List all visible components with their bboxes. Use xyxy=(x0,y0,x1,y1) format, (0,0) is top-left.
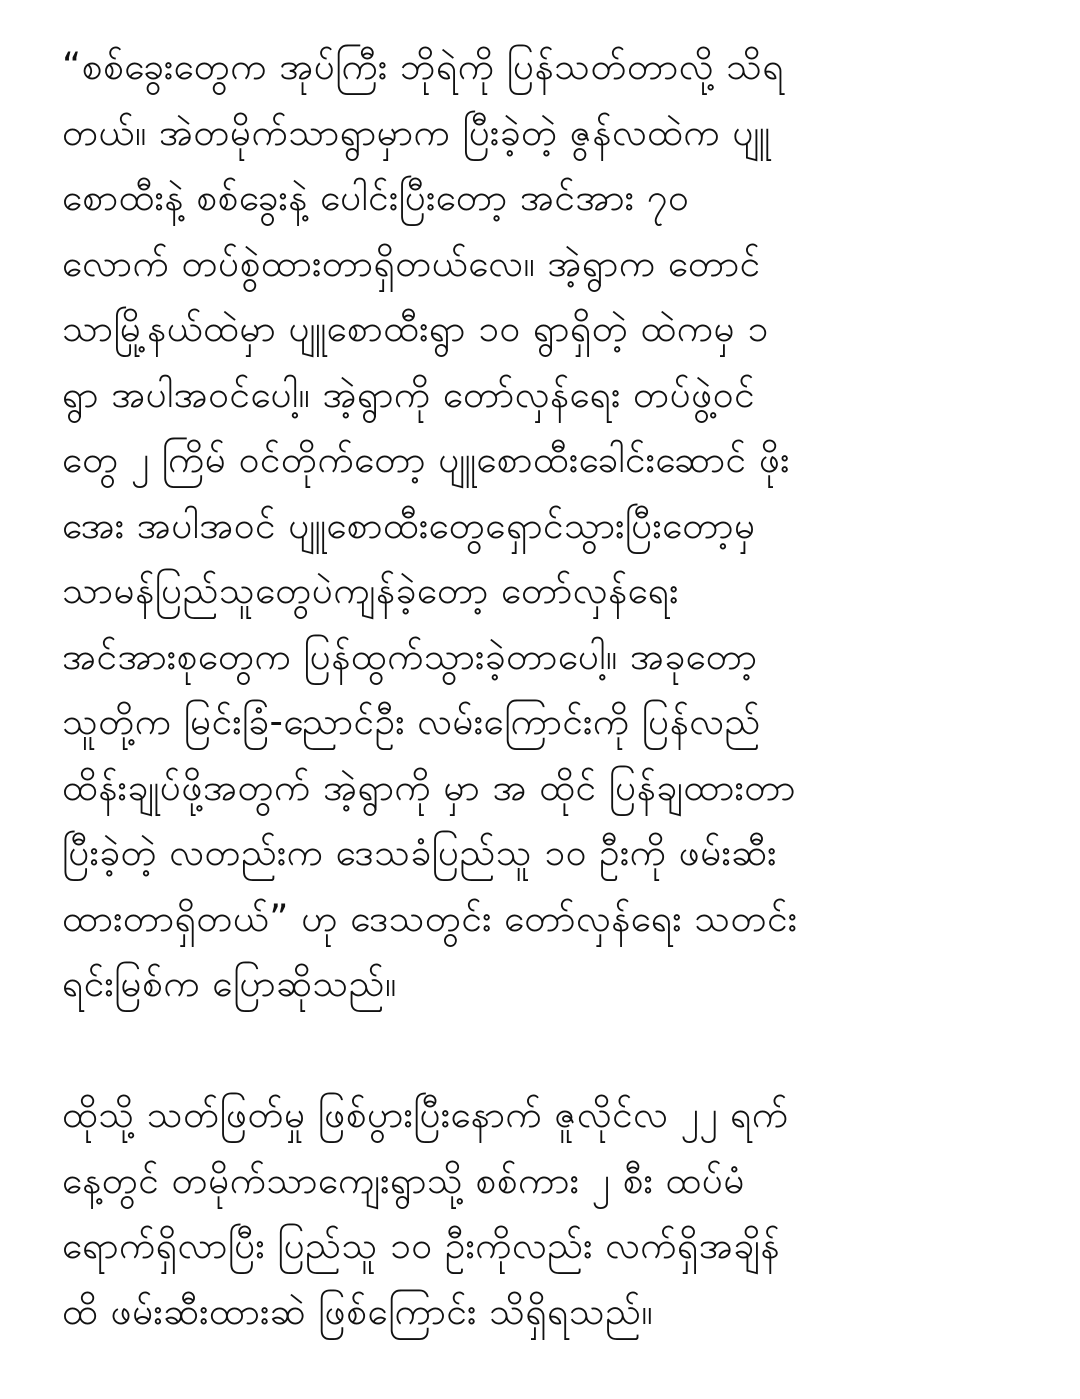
paragraph-1 xyxy=(62,34,1022,1017)
paragraph-line: သာမန်ပြည်သူတွေပဲကျန်ခဲ့တော့ တော်လှန်ရေး xyxy=(62,569,679,612)
paragraph-line: ပြီးခဲ့တဲ့ လတည်းက ဒေသခံပြည်သူ ၁၀ ဦးကို ဖမ်းဆီး xyxy=(62,831,777,874)
paragraph-line: ရင်းမြစ်က ပြောဆိုသည်။ xyxy=(62,962,397,1005)
paragraph-line: ရောက်ရှိလာပြီး ပြည်သူ ၁၀ ဦးကိုလည်း လက်ရှိအချိန် xyxy=(62,1224,781,1267)
paragraph-line: နေ့တွင် တမိုက်သာကျေးရွာသို့ စစ်ကား ၂ စီး ထပ်မံ xyxy=(62,1158,746,1202)
paragraph-line: သာမြို့နယ်ထဲမှာ ပျူစောထီးရွာ ၁၀ ရွာရှိတဲ့ ထဲကမှ ၁ xyxy=(62,307,769,350)
paragraph-line: “စစ်ခွေးတွေက အုပ်ကြီး ဘိုရဲကို ပြန်သတ်တာလို့ သိရ xyxy=(62,45,785,88)
paragraph-line: ထိ ဖမ်းဆီးထားဆဲ ဖြစ်ကြောင်း သိရှိရသည်။ xyxy=(62,1289,654,1333)
paragraph-line: အေး အပါအဝင် ပျူစောထီးတွေရှောင်သွားပြီးတော့မှ xyxy=(62,503,756,547)
paragraph-line: တွေ ၂ ကြိမ် ဝင်တိုက်တော့ ပျူစောထီးခေါင်းဆောင် ဖိုး xyxy=(62,438,790,481)
paragraph-line: သူတို့က မြင်းခြံ-ညောင်ဦး လမ်းကြောင်းကို ပြန်လည် xyxy=(62,700,761,743)
paragraph-line: ထားတာရှိတယ်” ဟု ဒေသတွင်း တော်လှန်ရေး သတင်း xyxy=(62,896,798,940)
paragraph-line: အင်အားစုတွေက ပြန်ထွက်သွားခဲ့တာပေါ့။ အခုတော့ xyxy=(62,634,758,678)
paragraph-spacer xyxy=(62,1017,1022,1083)
paragraph-2 xyxy=(62,1082,1022,1344)
paragraph-line: ထိုသို့ သတ်ဖြတ်မှု ဖြစ်ပွားပြီးနောက် ဇူလိုင်လ ၂၂ ရက် xyxy=(62,1093,789,1136)
paragraph-line: လောက် တပ်စွဲထားတာရှိတယ်လေ။ အဲ့ရွာက တောင် xyxy=(62,241,761,285)
paragraph-line: ထိန်းချုပ်ဖို့အတွက် အဲ့ရွာကို မှာ အ ထိုင် ပြန်ချထားတာ xyxy=(62,765,797,809)
paragraph-line: တယ်။ အဲတမိုက်သာရွာမှာက ပြီးခဲ့တဲ့ ဇွန်လထဲက ပျူ xyxy=(62,110,771,154)
paragraph-line: စောထီးနဲ့ စစ်ခွေးနဲ့ ပေါင်းပြီးတော့ အင်အား ၇၀ xyxy=(62,176,690,219)
article-body xyxy=(62,34,1022,1344)
paragraph-line: ရွာ အပါအဝင်ပေါ့။ အဲ့ရွာကို တော်လှန်ရေး တပ်ဖွဲ့ဝင် xyxy=(62,372,756,416)
